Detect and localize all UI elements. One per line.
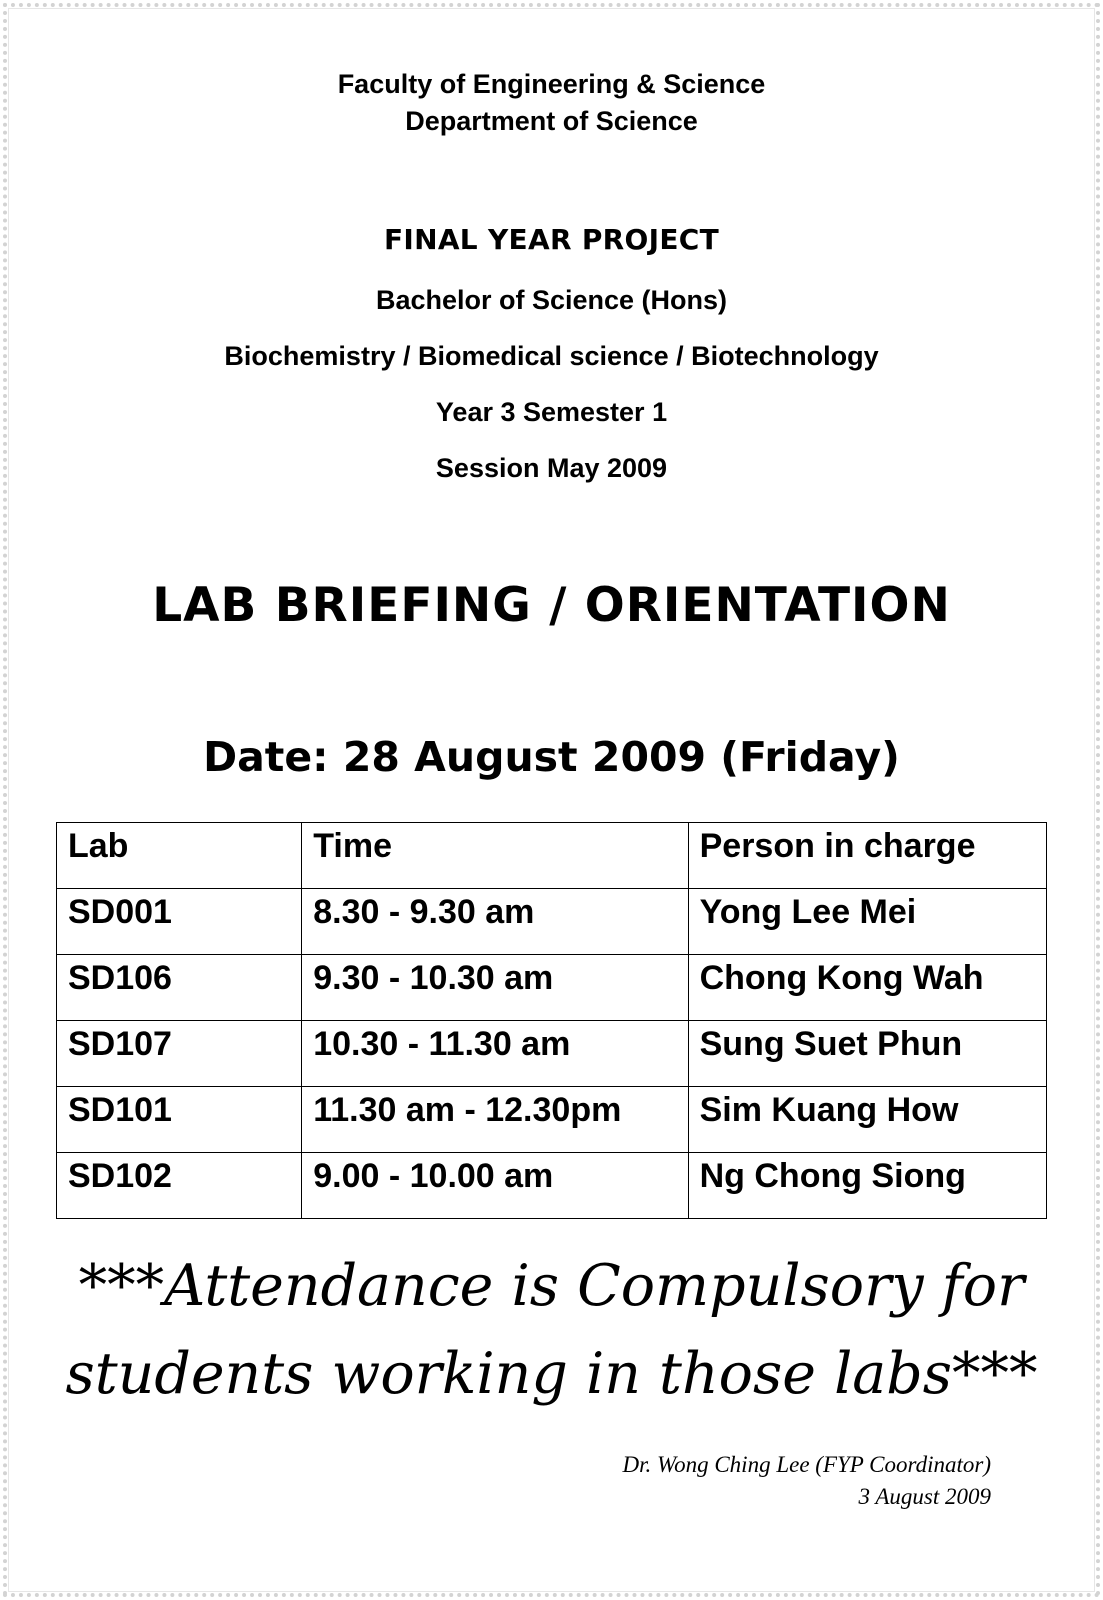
notice-line-1: ***Attendance is Compulsory for <box>78 1253 1025 1319</box>
faculty-heading: Faculty of Engineering & Science <box>337 69 766 99</box>
table-row <box>57 955 1047 1021</box>
project-title: FINAL YEAR PROJECT <box>383 223 720 256</box>
column-header-lab: Lab <box>57 823 302 889</box>
attendance-notice <box>60 1242 1043 1418</box>
person-cell: Sim Kuang How <box>688 1087 1046 1153</box>
coordinator-signature: Dr. Wong Ching Lee (FYP Coordinator) <box>622 1452 991 1477</box>
person-cell: Ng Chong Siong <box>688 1153 1046 1219</box>
time-cell: 9.30 - 10.30 am <box>302 955 688 1021</box>
time-cell: 8.30 - 9.30 am <box>302 889 688 955</box>
notice-line-2: students working in those labs*** <box>65 1341 1038 1407</box>
signature-date: 3 August 2009 <box>858 1484 991 1509</box>
table-row <box>57 889 1047 955</box>
column-header-person: Person in charge <box>688 823 1046 889</box>
time-cell: 10.30 - 11.30 am <box>302 1021 688 1087</box>
table-row <box>57 1021 1047 1087</box>
person-cell: Chong Kong Wah <box>688 955 1046 1021</box>
department-heading: Department of Science <box>405 106 698 136</box>
lab-cell: SD102 <box>57 1153 302 1219</box>
event-title: LAB BRIEFING / ORIENTATION <box>152 578 951 633</box>
schedule-table <box>56 822 1047 1219</box>
lab-cell: SD106 <box>57 955 302 1021</box>
lab-cell: SD107 <box>57 1021 302 1087</box>
time-cell: 11.30 am - 12.30pm <box>302 1087 688 1153</box>
degree-line: Bachelor of Science (Hons) <box>375 285 728 315</box>
programmes-line: Biochemistry / Biomedical science / Biotechnology <box>224 341 879 371</box>
year-semester-line: Year 3 Semester 1 <box>435 397 668 427</box>
session-line: Session May 2009 <box>435 453 668 483</box>
person-cell: Sung Suet Phun <box>688 1021 1046 1087</box>
table-row <box>57 1087 1047 1153</box>
time-cell: 9.00 - 10.00 am <box>302 1153 688 1219</box>
lab-cell: SD001 <box>57 889 302 955</box>
lab-cell: SD101 <box>57 1087 302 1153</box>
column-header-time: Time <box>302 823 688 889</box>
event-date: Date: 28 August 2009 (Friday) <box>203 733 900 781</box>
table-header-row <box>57 823 1047 889</box>
table-row <box>57 1153 1047 1219</box>
person-cell: Yong Lee Mei <box>688 889 1046 955</box>
